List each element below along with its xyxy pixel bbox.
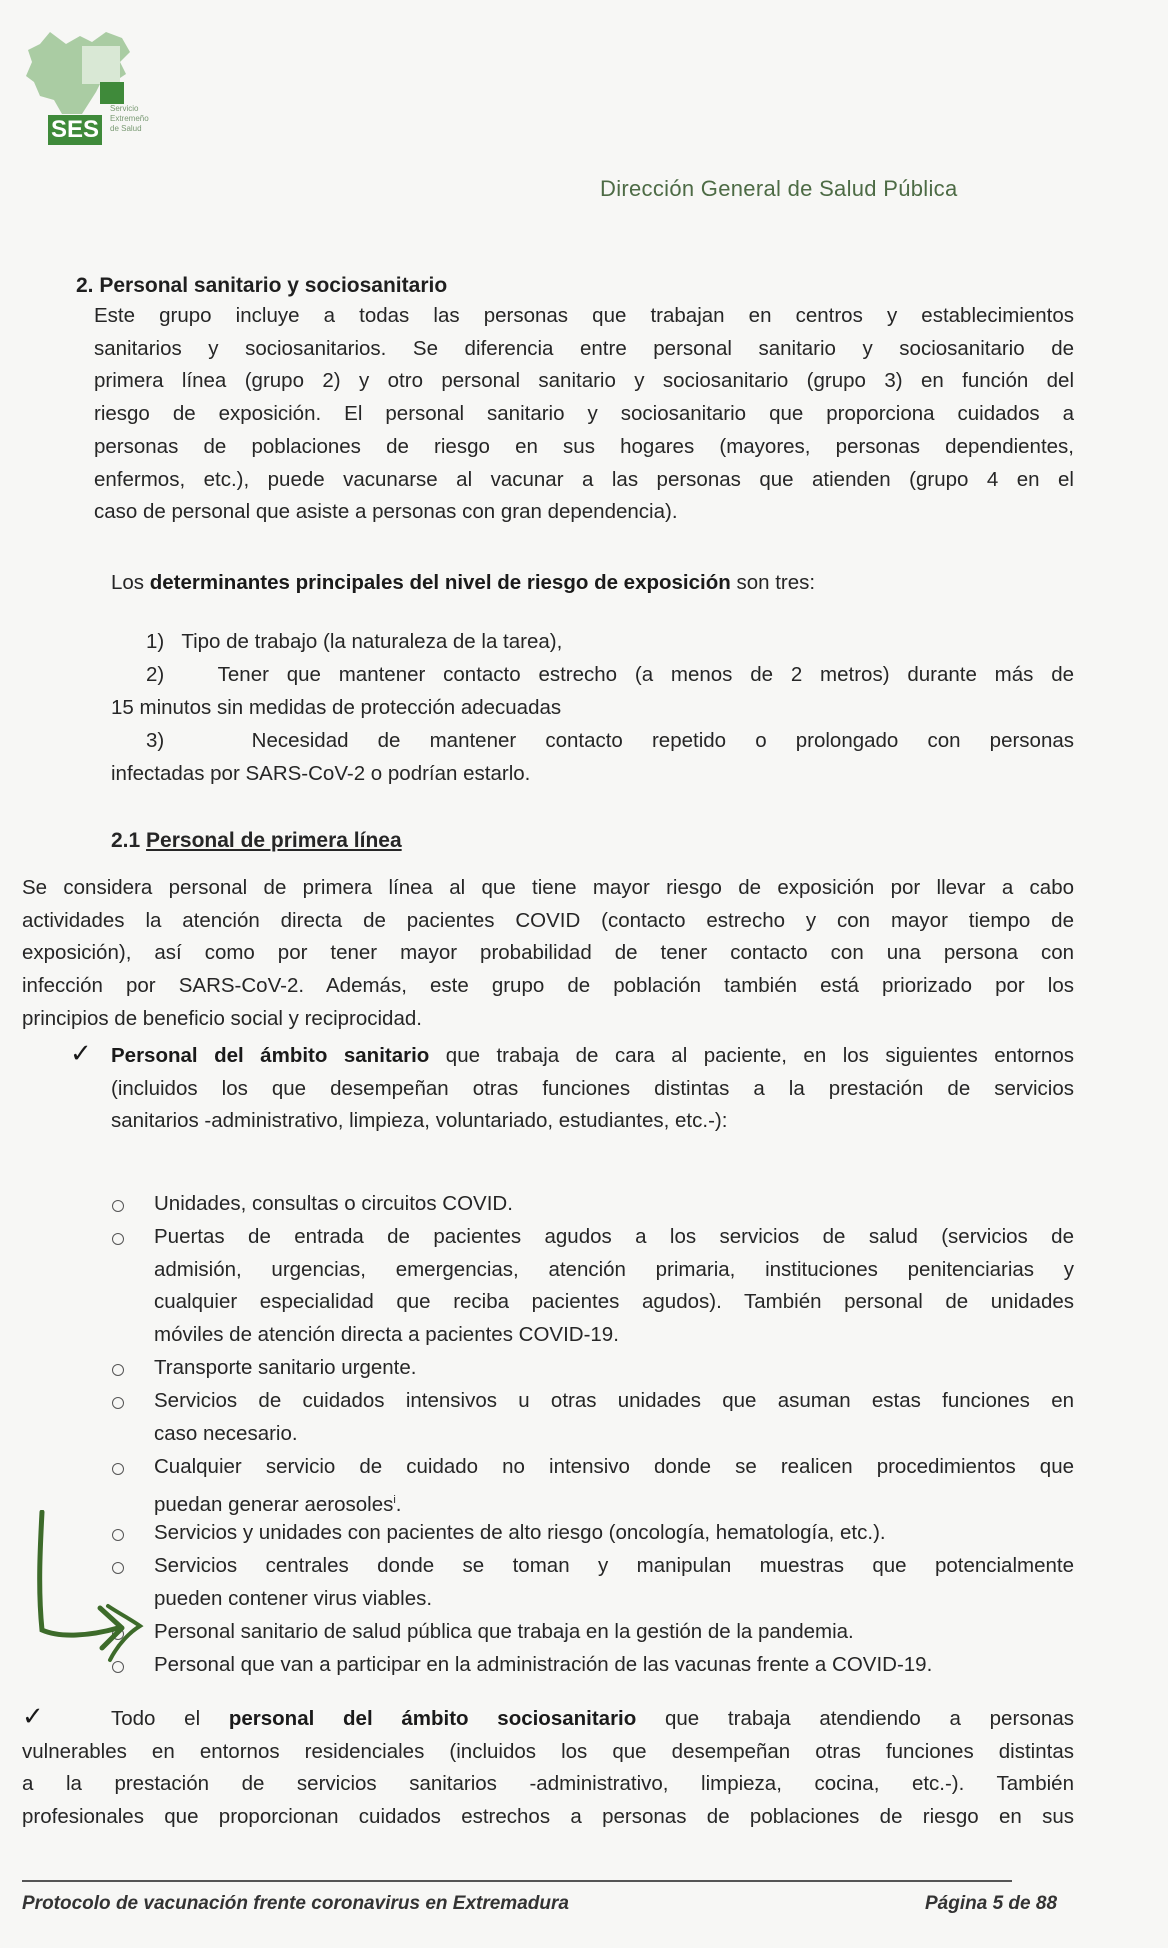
determinants-intro: [111, 567, 1071, 600]
bullet-line: Servicios centrales donde se toman y manipulan muestras que potencialmente: [154, 1554, 1074, 1577]
logo-ses-badge: SES: [48, 115, 102, 145]
bullet-icon: [112, 1463, 124, 1475]
bullet-item: [154, 1221, 1074, 1352]
footer-page-number: Página 5 de 88: [925, 1893, 1058, 1914]
paragraph-line: actividades la atención directa de pacientes COVID (contacto estrecho y con mayor tiempo de: [22, 908, 1074, 932]
bullet-line: móviles de atención directa a pacientes COVID-19.: [154, 1323, 619, 1347]
determinant-line: 3) Necesidad de mantener contacto repetido o prolongado con personas: [146, 729, 1074, 752]
section-2-heading: [76, 274, 447, 298]
socio-line: profesionales que proporcionan cuidados estrechos a personas de poblaciones de riesgo en sus: [22, 1805, 1074, 1829]
paragraph-line: caso de personal que asiste a personas con gran dependencia).: [94, 500, 678, 524]
section-title: Personal sanitario y sociosanitario: [99, 274, 448, 297]
handwritten-arrow-annotation: [30, 1510, 170, 1680]
section-2-1-heading: [111, 825, 402, 858]
sanitario-line: (incluidos los que desempeñan otras funciones distintas a la prestación de servicios: [111, 1076, 1074, 1100]
footnote-marker: i: [393, 1493, 396, 1506]
socio-line: a la prestación de servicios sanitarios -administrativo, limpieza, cocina, etc.-). También: [22, 1772, 1074, 1796]
footer-divider: [22, 1880, 1012, 1882]
bullet-text: puedan generar aerosoles: [154, 1492, 394, 1516]
paragraph-line: primera línea (grupo 2) y otro personal sanitario y sociosanitario (grupo 3) en función del: [94, 369, 1074, 393]
bullet-item: [154, 1451, 1074, 1521]
sociosanitario-item: [22, 1703, 1074, 1834]
section-number: 2.1: [111, 829, 141, 852]
bullet-item: Servicios y unidades con pacientes de alto riesgo (oncología, hematología, etc.).: [154, 1521, 886, 1544]
bullet-line: caso necesario.: [154, 1421, 298, 1445]
socio-pre: Todo el: [111, 1707, 229, 1730]
socio-line: [22, 1703, 1074, 1736]
section-2-1-paragraph: [22, 872, 1074, 1036]
bullet-line: Puertas de entrada de pacientes agudos a los servicios de salud (servicios de: [154, 1225, 1074, 1248]
bullet-icon: [112, 1200, 124, 1212]
bullet-item: Unidades, consultas o circuitos COVID.: [154, 1192, 513, 1215]
socio-rest: que trabaja atendiendo a personas: [636, 1707, 1074, 1730]
paragraph-line: Este grupo incluye a todas las personas que trabajan en centros y establecimientos: [94, 304, 1074, 327]
logo-sub-line: Servicio: [110, 104, 139, 113]
bullet-line: [154, 1484, 1074, 1522]
sanitario-rest: que trabaja de cara al paciente, en los siguientes entornos: [429, 1044, 1074, 1067]
bullet-icon: [112, 1364, 124, 1376]
logo-subtitle: [110, 104, 149, 134]
bullet-item: Personal que van a participar en la administración de las vacunas frente a COVID-19.: [154, 1653, 933, 1676]
sanitario-item: [111, 1040, 1074, 1138]
socio-line: vulnerables en entornos residenciales (incluidos los que desempeñan otras funciones distintas: [22, 1739, 1074, 1763]
paragraph-line: riesgo de exposición. El personal sanitario y sociosanitario que proporciona cuidados a: [94, 402, 1074, 426]
bullet-item: [154, 1550, 1074, 1615]
check-icon: ✓: [70, 1038, 92, 1068]
logo-sub-line: Extremeño: [110, 114, 149, 123]
paragraph-line: sanitarios y sociosanitarios. Se diferencia entre personal sanitario y sociosanitario de: [94, 336, 1074, 360]
paragraph-line: personas de poblaciones de riesgo en sus hogares (mayores, personas dependientes,: [94, 434, 1074, 458]
bullet-line: admisión, urgencias, emergencias, atención primaria, instituciones penitenciarias y: [154, 1257, 1074, 1281]
bullet-line: pueden contener virus viables.: [154, 1586, 433, 1610]
determinant-item-3: [111, 725, 1074, 790]
paragraph-line: principios de beneficio social y reciprocidad.: [22, 1006, 422, 1030]
determinant-item-2: [111, 659, 1074, 724]
footer-document-title: Protocolo de vacunación frente coronavirus en Extremadura: [22, 1893, 569, 1914]
determinants-pre: Los: [111, 571, 150, 594]
socio-bold: personal del ámbito sociosanitario: [228, 1707, 637, 1730]
determinant-line: infectadas por SARS-CoV-2 o podrían estarlo.: [111, 761, 531, 785]
section-title: Personal de primera línea: [146, 829, 402, 852]
bullet-item: Transporte sanitario urgente.: [154, 1356, 417, 1379]
logo-sub-line: de Salud: [110, 124, 142, 133]
paragraph-line: enfermos, etc.), puede vacunarse al vacunar a las personas que atienden (grupo 4 en el: [94, 467, 1074, 491]
paragraph-line: Se considera personal de primera línea al que tiene mayor riesgo de exposición por llevar a cabo: [22, 876, 1074, 899]
bullet-icon: [112, 1397, 124, 1409]
sanitario-line: [111, 1040, 1074, 1073]
bullet-line: Servicios de cuidados intensivos u otras unidades que asuman estas funciones en: [154, 1389, 1074, 1412]
bullet-item: Personal sanitario de salud pública que trabaja en la gestión de la pandemia.: [154, 1620, 854, 1643]
header-title: Dirección General de Salud Pública: [600, 176, 958, 201]
check-icon: ✓: [22, 1701, 44, 1731]
sanitario-bold: Personal del ámbito sanitario: [111, 1044, 430, 1067]
section-number: 2.: [76, 274, 94, 297]
determinants-post: son tres:: [730, 571, 816, 594]
sanitario-line: sanitarios -administrativo, limpieza, voluntariado, estudiantes, etc.-):: [111, 1109, 728, 1133]
bullet-item: [154, 1385, 1074, 1450]
bullet-text-end: .: [395, 1492, 402, 1516]
bullet-line: Cualquier servicio de cuidado no intensivo donde se realicen procedimientos que: [154, 1455, 1074, 1478]
bullet-icon: [112, 1233, 124, 1245]
determinant-line: 15 minutos sin medidas de protección adecuadas: [111, 695, 562, 719]
determinants-bold: determinantes principales del nivel de riesgo de exposición: [149, 571, 731, 594]
determinant-line: 2) Tener que mantener contacto estrecho (a menos de 2 metros) durante más de: [146, 663, 1074, 686]
determinant-item-1: 1) Tipo de trabajo (la naturaleza de la tarea),: [146, 630, 563, 653]
paragraph-line: exposición), así como por tener mayor probabilidad de tener contacto con una persona con: [22, 941, 1074, 965]
bullet-line: cualquier especialidad que reciba pacientes agudos). También personal de unidades: [154, 1290, 1074, 1314]
paragraph-line: infección por SARS-CoV-2. Además, este grupo de población también está priorizado por los: [22, 974, 1074, 998]
section-2-paragraph: [94, 300, 1074, 529]
